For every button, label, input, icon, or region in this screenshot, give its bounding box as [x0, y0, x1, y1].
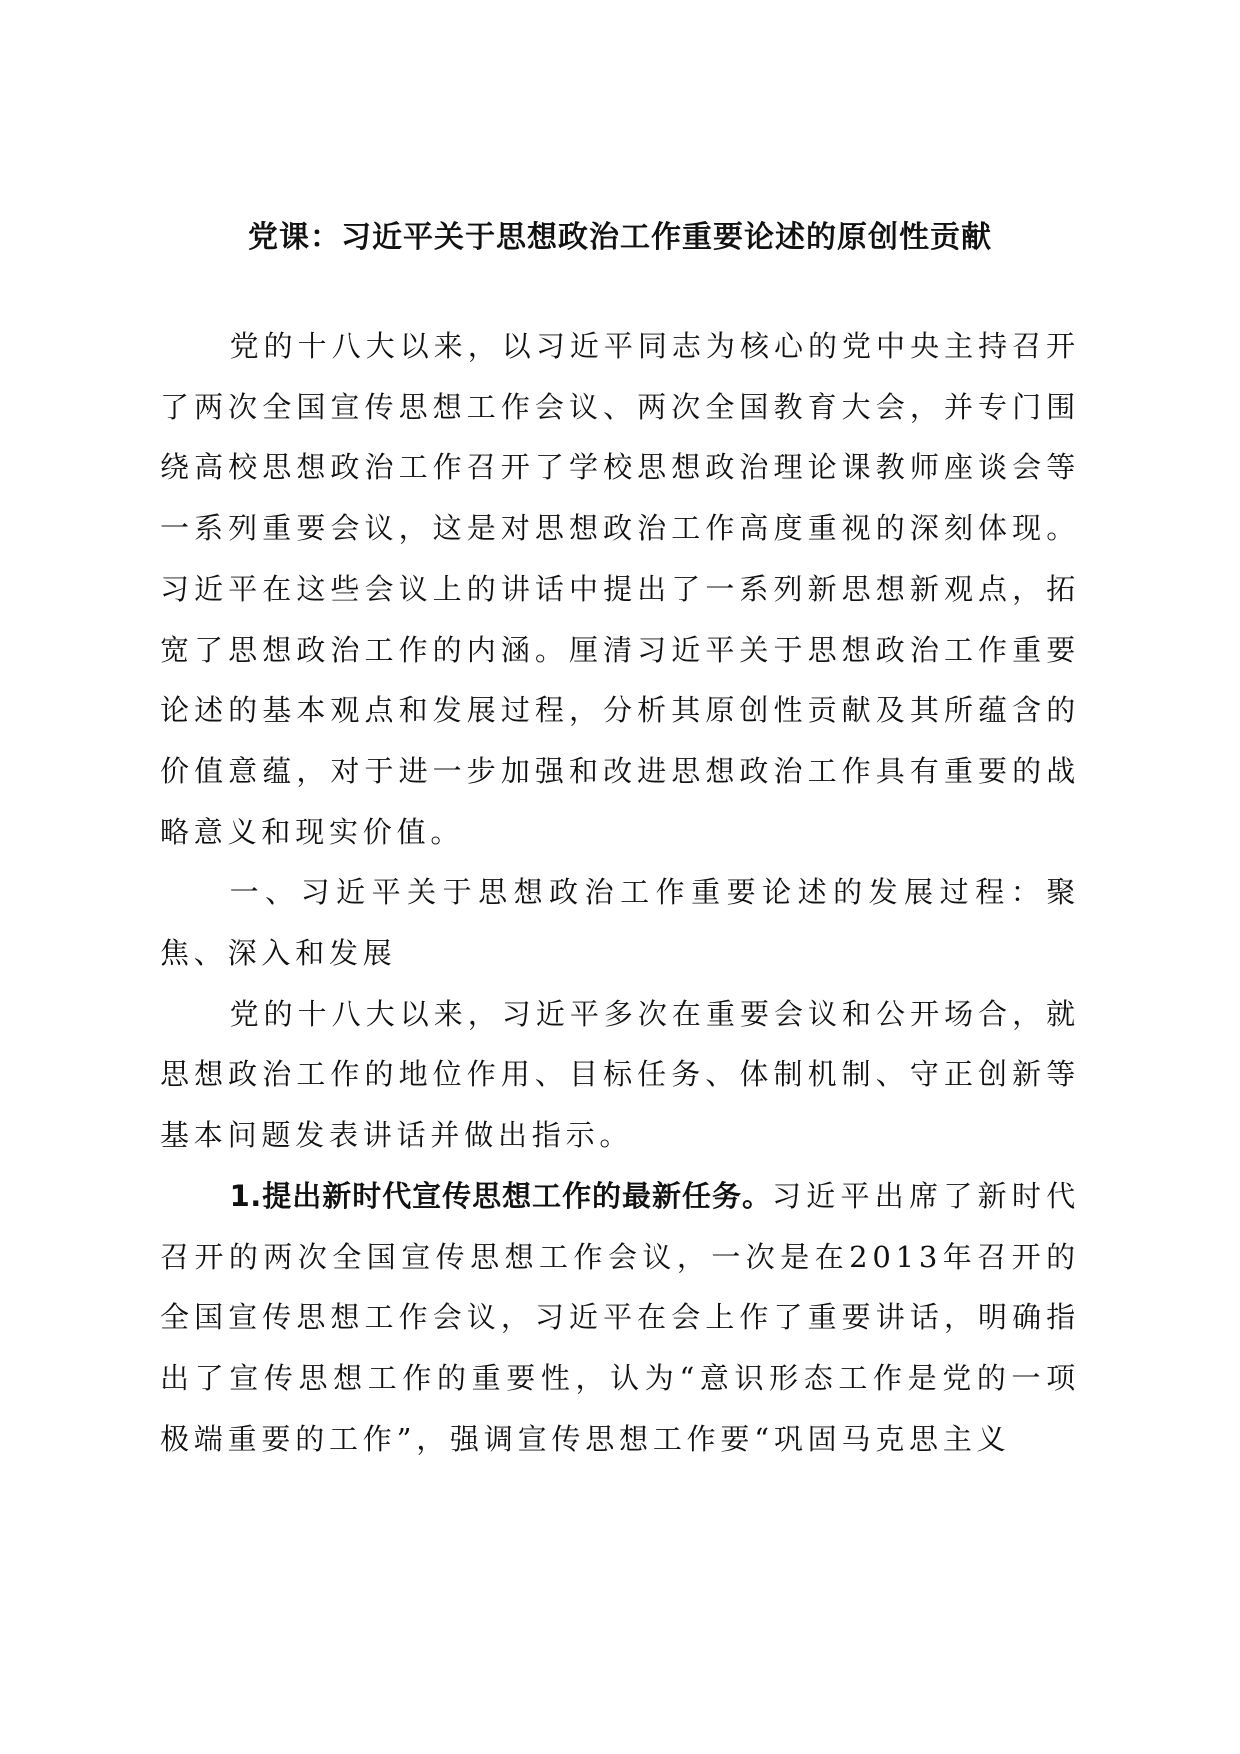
document-body [160, 316, 1080, 1469]
paragraph-overview: 党的十八大以来，习近平多次在重要会议和公开场合，就思想政治工作的地位作用、目标任务、体制机制、守正创新等基本问题发表讲话并做出指示。 [160, 996, 1080, 1153]
paragraph-point-1 [160, 1166, 1080, 1470]
paragraph-intro: 党的十八大以来，以习近平同志为核心的党中央主持召开了两次全国宣传思想工作会议、两次全国教育大会，并专门围绕高校思想政治工作召开了学校思想政治理论课教师座谈会等一系列重要会议，这是对思想政治工作高度重视的深刻体现。习近平在这些会议上的讲话中提出了一系列新思想新观点，拓宽了思想政治工作的内涵。厘清习近平关于思想政治工作重要论述的基本观点和发展过程，分析其原创性贡献及其所蕴含的价值意蕴，对于进一步加强和改进思想政治工作具有重要的战略意义和现实价值。 [160, 329, 1080, 849]
document-title: 党课：习近平关于思想政治工作重要论述的原创性贡献 [248, 220, 992, 256]
point-1-lead: 1.提出新时代宣传思想工作的最新任务。 [229, 1178, 772, 1213]
section-heading-1: 一、习近平关于思想政治工作重要论述的发展过程：聚焦、深入和发展 [160, 875, 1080, 971]
point-1-text: 习近平出席了新时代召开的两次全国宣传思想工作会议，一次是在2013年召开的全国宣传思想工作会议，习近平在会上作了重要讲话，明确指出了宣传思想工作的重要性，认为“意识形态工作是党的一项极端重要的工作”，强调宣传思想工作要“巩固马克思主义 [160, 1178, 1080, 1456]
